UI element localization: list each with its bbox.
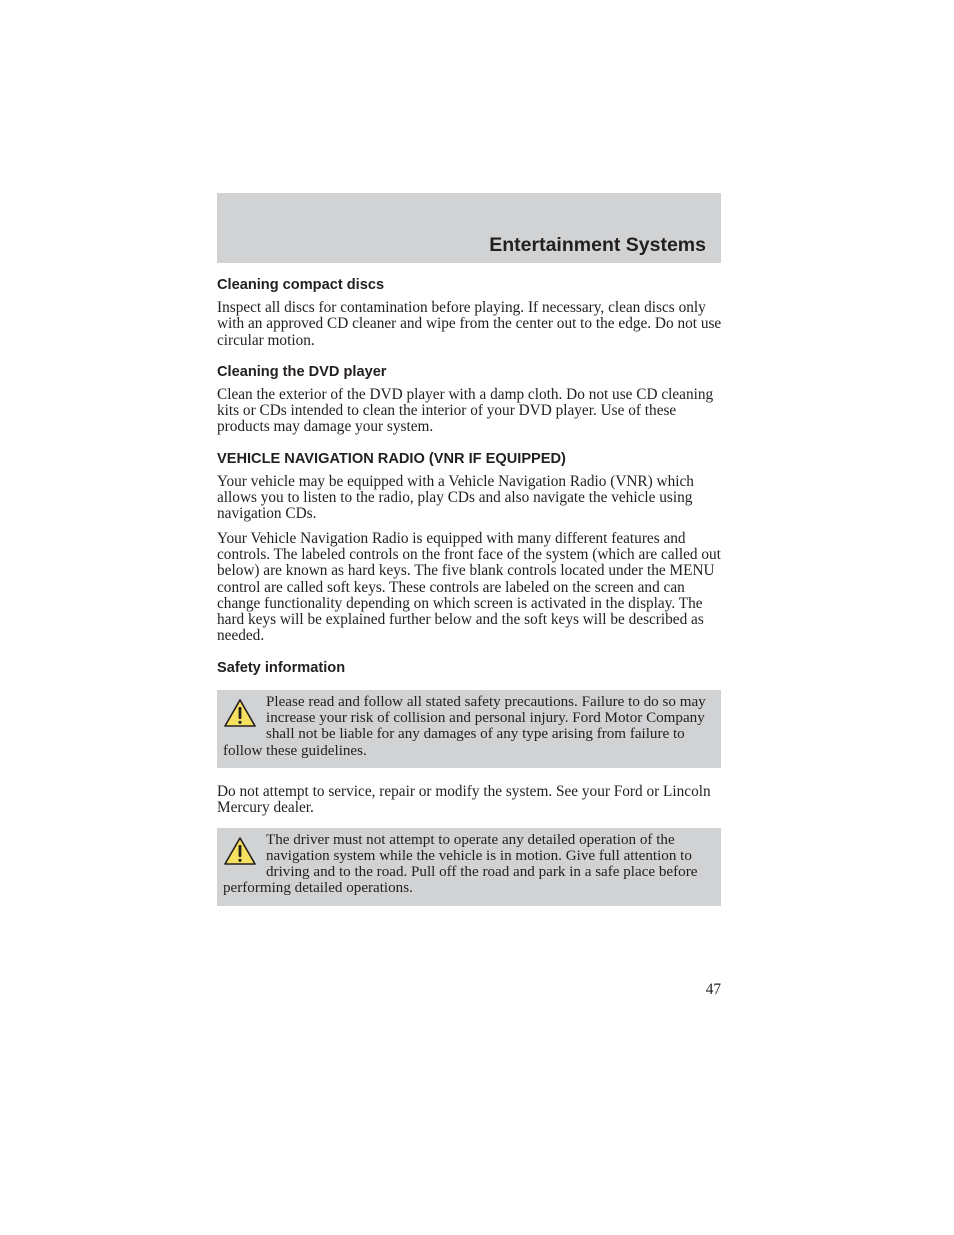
warning-box-driver-operation <box>217 828 721 906</box>
warning-triangle-icon <box>223 836 257 866</box>
page-number: 47 <box>705 981 721 998</box>
paragraph-cleaning-dvd-player: Clean the exterior of the DVD player with a damp cloth. Do not use CD cleaning kits or CDs intended to clean the interior of your DVD player. Use of these products may damage your system. <box>217 385 714 436</box>
section-title: Entertainment Systems <box>489 234 706 256</box>
warning-text-safety-precautions: Please read and follow all stated safety precautions. Failure to do so may increase your risk of collision and personal injury. Ford Motor Company shall not be liable for any damages of any type arising from failure to follow these guidelines. <box>223 693 706 759</box>
heading-cleaning-compact-discs: Cleaning compact discs <box>217 277 385 293</box>
paragraph-do-not-service: Do not attempt to service, repair or modify the system. See your Ford or Lincoln Mercury dealer. <box>217 782 711 817</box>
warning-text-driver-operation: The driver must not attempt to operate any detailed operation of the navigation system while the vehicle is in motion. Give full attention to driving and to the road. Pull off the road and park in a safe place before performing detailed operations. <box>223 831 698 897</box>
heading-vehicle-navigation-radio: VEHICLE NAVIGATION RADIO (VNR IF EQUIPPED) <box>217 450 566 467</box>
warning-box-safety-precautions <box>217 690 721 768</box>
page-content <box>217 276 723 906</box>
paragraph-vnr-intro: Your vehicle may be equipped with a Vehicle Navigation Radio (VNR) which allows you to listen to the radio, play CDs and also navigate the vehicle using navigation CDs. <box>217 472 694 523</box>
paragraph-vnr-controls: Your Vehicle Navigation Radio is equipped with many different features and controls. The labeled controls on the front face of the system (which are called out below) are known as hard keys. The five blank controls located under the MENU control are called soft keys. These controls are labeled on the screen and can change functionality depending on which screen is activated in the display. The hard keys will be explained further below and the soft keys will be described as needed. <box>217 529 721 645</box>
warning-triangle-icon <box>223 698 257 728</box>
paragraph-cleaning-compact-discs: Inspect all discs for contamination before playing. If necessary, clean discs only with an approved CD cleaner and wipe from the center out to the edge. Do not use circular motion. <box>217 299 722 349</box>
heading-safety-information: Safety information <box>217 659 346 676</box>
section-header-band <box>217 193 721 263</box>
heading-cleaning-dvd-player: Cleaning the DVD player <box>217 363 387 380</box>
